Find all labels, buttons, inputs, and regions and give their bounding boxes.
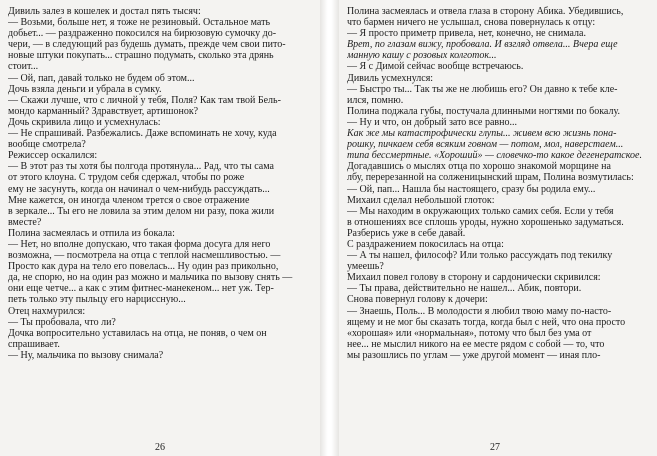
text-line: — Скажи лучше, что с личной у тебя, Поля? Как там твой Бель- <box>8 94 281 106</box>
right-page-text <box>347 6 647 361</box>
text-line: спрашивает. <box>8 338 60 350</box>
text-line: Дивиль залез в кошелек и достал пять тысяч: <box>8 6 201 17</box>
text-line: — Знаешь, Поль... В молодости я любил твою маму по-насто- <box>347 305 612 317</box>
text-line: манную кашу с розовых колготок... <box>347 50 497 62</box>
text-line: — Ты права, действительно не нашел... Абик, повтори. <box>347 283 582 295</box>
text-line: лбу, перерезанной на солженицынский шрам, Полина возмутилась: <box>347 172 634 184</box>
text-line: Врет, по глазам вижу, пробовала. И взгляд отвела... Вчера еще <box>347 39 618 51</box>
text-line: чери, — в следующий раз будешь думать, прежде чем свои пито- <box>8 39 286 51</box>
text-line: мондо карманный? Здравствует, артишонок? <box>8 105 199 117</box>
text-line: — Ты пробовала, что ли? <box>8 316 116 328</box>
text-line: Михаил сделал небольшой глоток: <box>347 194 495 206</box>
text-line: ему не засунуть, когда он начинал о чем-нибудь рассуждать... <box>8 183 270 195</box>
text-line: Как же мы катастрофически глупы... живем всю жизнь пона- <box>347 128 617 140</box>
right-page <box>339 0 657 456</box>
text-line: Дочь взяла деньги и убрала в сумку. <box>8 83 162 95</box>
left-page <box>0 0 320 456</box>
text-line: — В этот раз ты хотя бы полгода протянула... Рад, что ты сама <box>8 161 274 173</box>
text-line: — Быстро ты... Так ты же не любишь его? Он давно к тебе кле- <box>347 83 618 95</box>
text-line: Режиссер оскалился: <box>8 150 98 162</box>
text-line: — Ой, пап... Нашла бы настоящего, сразу бы родила ему... <box>347 183 596 195</box>
text-line: Полина поджала губы, постучала длинными ногтями по бокалу. <box>347 105 620 117</box>
text-line: возможна, — посмотрела на отца с теплой насмешливостью. — <box>8 250 281 262</box>
text-line: да, не спорю, но на один раз можно и мальчика по вызову снять — <box>8 272 293 284</box>
left-page-number: 26 <box>155 442 165 453</box>
text-line: — Мы находим в окружающих только самих себя. Если у тебя <box>347 205 614 217</box>
text-line: новые штуки покупать... страшно подумать, сколько эта дрянь <box>8 50 274 62</box>
text-line: в отношениях все сплошь уроды, нужно хорошенько задуматься. <box>347 216 624 228</box>
text-line: добьет... — раздраженно покосился на бирюзовую сумочку до- <box>8 28 277 40</box>
text-line: Догадавшись о мыслях отца по хорошо знакомой морщине на <box>347 161 611 173</box>
book-gutter <box>320 0 339 456</box>
text-line: мы разошлись по углам — уже другой момент — иная пло- <box>347 349 601 361</box>
text-line: ился, помню. <box>347 94 404 106</box>
text-line: стоит... <box>8 61 39 73</box>
text-line: — Возьми, больше нет, я тоже не резиновый. Остальное мать <box>8 17 271 29</box>
text-line: от этого клоуна. С трудом себя сдержал, чтобы по роже <box>8 172 245 184</box>
text-line: вообще смотрела? <box>8 139 86 151</box>
text-line: — Нет, но вполне допускаю, что такая форма досуга для него <box>8 238 271 250</box>
text-line: «хорошая» или «нормальная», потому что был без ума от <box>347 327 592 339</box>
text-line: С раздражением покосилась на отца: <box>347 238 504 250</box>
text-line: — Я просто приметр привела, нет, конечно, не снимала. <box>347 28 586 40</box>
text-line: они еще четче... а как с этим фитнес-манекеном... нет уж. Тер- <box>8 283 274 295</box>
text-line: что бармен ничего не услышал, снова повернулась к отцу: <box>347 17 596 29</box>
text-line: — А ты нашел, философ? Или только рассуждать под текилку <box>347 250 613 262</box>
text-line: Разберись уже в себе давай. <box>347 227 466 239</box>
text-line: нее... не мыслил никого на ее месте рядом с собой — то, что <box>347 338 605 350</box>
text-line: — Ну и что, он добрый зато все равно... <box>347 116 517 128</box>
text-line: петь только эту пыльцу его нарциссную... <box>8 294 186 306</box>
text-line: Полина засмеялась и отвела глаза в сторону Абика. Убедившись, <box>347 6 624 17</box>
text-line: — Ну, мальчика по вызову снимала? <box>8 349 164 361</box>
text-line: умеешь? <box>347 261 384 273</box>
text-line: Снова повернул голову к дочери: <box>347 294 488 306</box>
text-line: Полина засмеялась и отпила из бокала: <box>8 227 175 239</box>
text-line: рошку, пичкаем себя всяким говном — потом, мол, наверстаем... <box>347 139 624 151</box>
right-page-number: 27 <box>490 442 500 453</box>
text-line: Михаил повел голову в сторону и сардонически скривился: <box>347 272 601 284</box>
text-line: Отец нахмурился: <box>8 305 86 317</box>
text-line: в зеркале... Ты его не ловила за этим делом ни разу, пока жили <box>8 205 275 217</box>
text-line: Просто как дура на тело его повелась... Ну один раз прикольно, <box>8 261 279 273</box>
left-page-text <box>8 6 314 361</box>
text-line: вместе? <box>8 216 42 228</box>
text-line: Дивиль усмехнулся: <box>347 72 434 84</box>
text-line: типа бессмертные. «Хороший» — словечко-то какое дегенератское. <box>347 150 642 162</box>
text-line: — Не спрашивай. Разбежались. Даже вспоминать не хочу, куда <box>8 128 277 140</box>
text-line: Дочка вопросительно уставилась на отца, не поняв, о чем он <box>8 327 267 339</box>
text-line: ящему и не мог бы сказать тогда, когда был с ней, что она просто <box>347 316 626 328</box>
text-line: — Я с Димой сейчас вообще встречаюсь. <box>347 61 524 73</box>
text-line: Мне кажется, он иногда членом трется о свое отражение <box>8 194 250 206</box>
text-line: Дочь скривила лицо и усмехнулась: <box>8 116 161 128</box>
text-line: — Ой, пап, давай только не будем об этом... <box>8 72 195 84</box>
